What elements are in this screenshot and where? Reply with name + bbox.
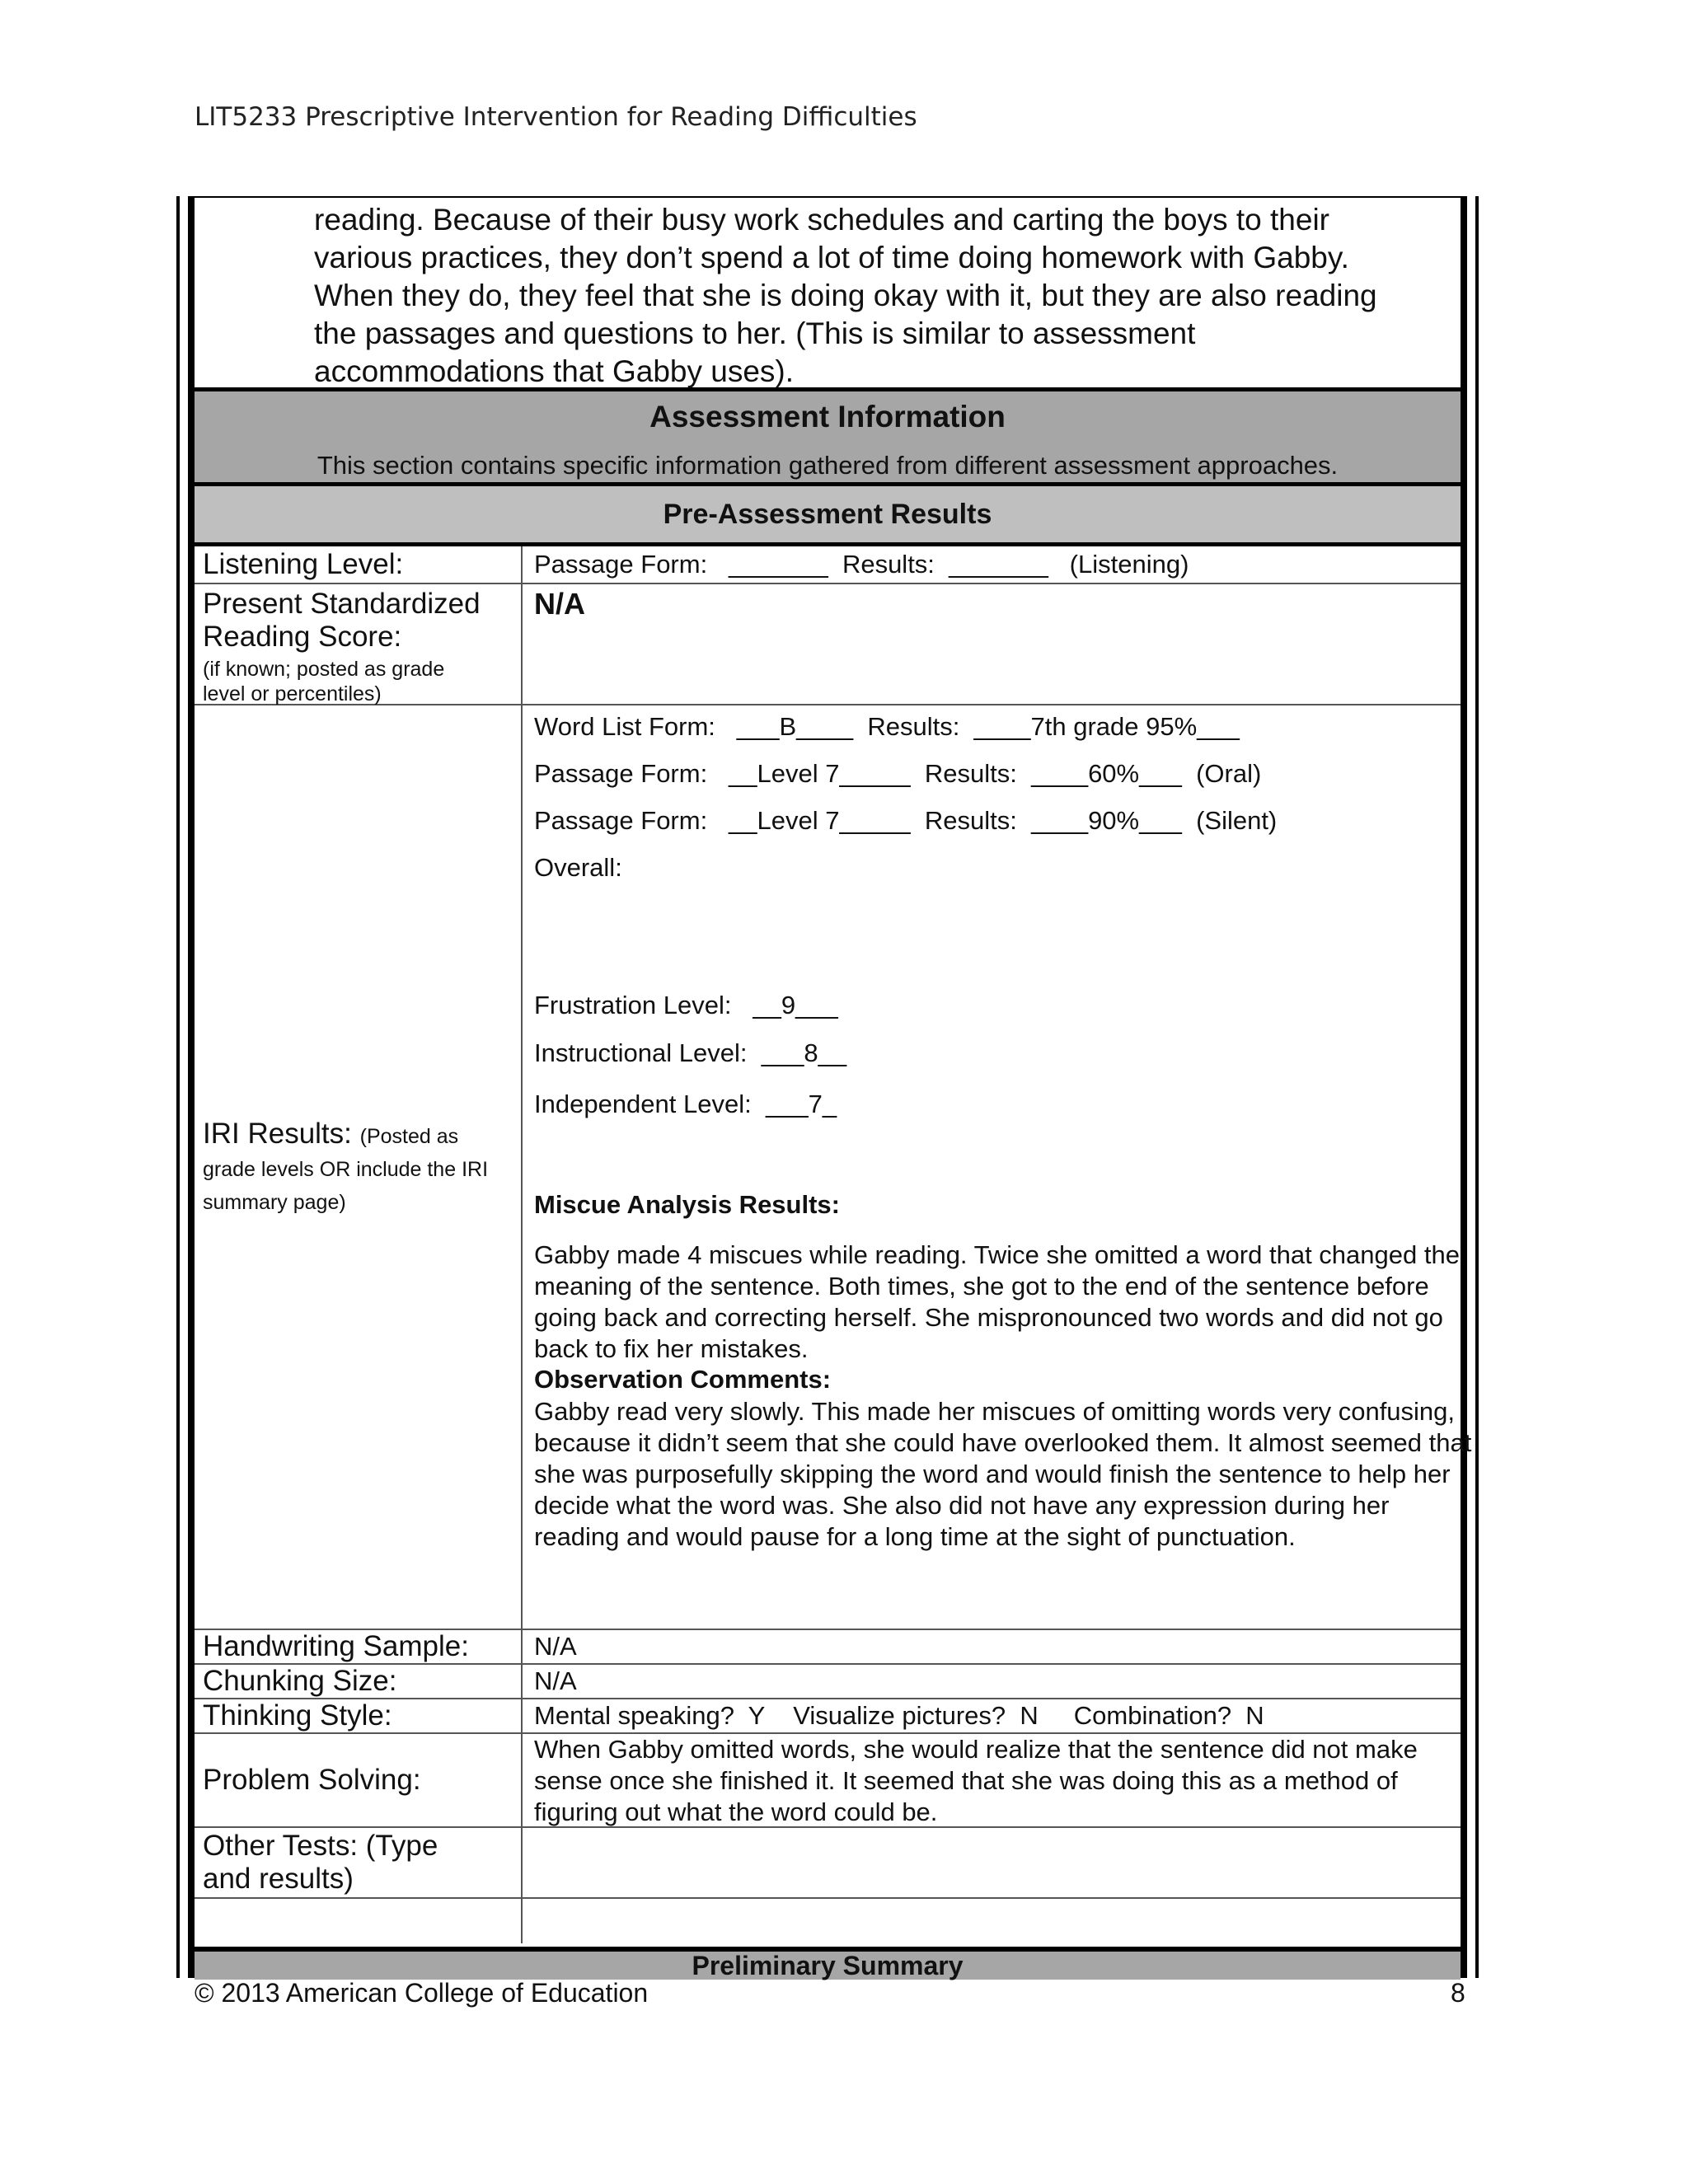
intro-paragraph xyxy=(314,201,1444,391)
column-divider xyxy=(521,705,523,1629)
standardized-note: (if known; posted as grade level or percentiles) xyxy=(203,658,445,705)
problem-value: When Gabby omitted words, she would realize that the sentence did not make sense once she finished it. It seemed that she was doing this as a method of figuring out what the word could be. xyxy=(534,1735,1418,1826)
pre-assessment-header: Pre-Assessment Results xyxy=(195,486,1461,546)
passage-oral-line: Passage Form: __Level 7_____ Results: ____60%___ (Oral) xyxy=(534,759,1262,788)
iri-row xyxy=(195,705,1472,1630)
column-divider xyxy=(521,584,523,704)
listening-row xyxy=(195,546,1461,584)
handwriting-label: Handwriting Sample: xyxy=(203,1630,469,1662)
intro-cell xyxy=(195,198,1461,391)
other-tests-row xyxy=(195,1828,1461,1899)
column-divider xyxy=(521,1899,523,1943)
iri-note: (Posted as grade levels OR include the IRI summary page) xyxy=(203,1125,489,1214)
other-tests-label: Other Tests: (Type and results) xyxy=(203,1830,438,1895)
standardized-label: Present Standardized Reading Score: xyxy=(203,588,481,653)
iri-label-block xyxy=(203,1118,499,1216)
column-divider xyxy=(521,1630,523,1663)
standardized-row xyxy=(195,584,1461,705)
running-header: LIT5233 Prescriptive Intervention for Reading Difficulties xyxy=(195,102,917,132)
passage-silent-line: Passage Form: __Level 7_____ Results: ____90%___ (Silent) xyxy=(534,806,1278,835)
thinking-value: Mental speaking? Y Visualize pictures? N Combination? N xyxy=(534,1701,1264,1730)
section-subtitle: This section contains specific information gathered from different assessment approaches. xyxy=(316,451,1339,480)
empty-row xyxy=(195,1899,1461,1943)
chunking-value: N/A xyxy=(534,1666,577,1695)
chunking-label: Chunking Size: xyxy=(203,1665,397,1697)
form-frame xyxy=(176,196,1479,1978)
thinking-label: Thinking Style: xyxy=(203,1699,392,1732)
instructional-level: Instructional Level: ___8__ xyxy=(534,1038,847,1067)
footer-page-number: 8 xyxy=(1451,1978,1465,2008)
intro-line: accommodations that Gabby uses). xyxy=(314,354,795,388)
column-divider xyxy=(521,1828,523,1897)
column-divider xyxy=(521,1665,523,1698)
intro-line: various practices, they don’t spend a lot of time doing homework with Gabby. xyxy=(314,241,1349,274)
intro-line: reading. Because of their busy work schedules and carting the boys to their xyxy=(314,203,1329,237)
section-title: Assessment Information xyxy=(649,400,1006,434)
observation-text: Gabby read very slowly. This made her miscues of omitting words very confusing, because it didn’t seem that she could have overlooked them. It almost seemed that she was purposefully skipping the word and would finish the sentence to help her decide what the word was. She also did not have any expression during her reading and would pause for a long time at the sight of punctuation. xyxy=(534,1397,1472,1551)
word-list-line: Word List Form: ___B____ Results: ____7th grade 95%___ xyxy=(534,712,1240,741)
problem-row xyxy=(195,1734,1461,1828)
handwriting-row xyxy=(195,1630,1461,1665)
column-divider xyxy=(521,546,523,583)
miscue-title: Miscue Analysis Results: xyxy=(534,1190,840,1219)
problem-label: Problem Solving: xyxy=(203,1764,421,1796)
form-table xyxy=(188,196,1472,1980)
column-divider xyxy=(521,1699,523,1732)
footer-copyright: © 2013 American College of Education xyxy=(195,1978,649,2008)
miscue-text: Gabby made 4 miscues while reading. Twice she omitted a word that changed the meaning of the sentence. Both times, she got to the end of the sentence before going back and correcting herself. She mispronounced two words and did not go back to fix her mistakes. xyxy=(534,1240,1460,1363)
listening-label: Listening Level: xyxy=(203,548,404,580)
overall-line: Overall: xyxy=(534,853,622,882)
chunking-row xyxy=(195,1665,1461,1699)
column-divider xyxy=(521,1734,523,1826)
listening-value: Passage Form: _______ Results: _______ (Listening) xyxy=(534,550,1189,579)
frustration-level: Frustration Level: __9___ xyxy=(534,991,838,1019)
thinking-row xyxy=(195,1699,1461,1734)
independent-level: Independent Level: ___7_ xyxy=(534,1090,837,1118)
intro-line: When they do, they feel that she is doing okay with it, but they are also reading xyxy=(314,279,1377,312)
handwriting-value: N/A xyxy=(534,1632,577,1661)
standardized-value: N/A xyxy=(534,587,585,621)
intro-line: the passages and questions to her. (This is similar to assessment xyxy=(314,316,1196,350)
assessment-header xyxy=(195,391,1461,486)
preliminary-summary-header: Preliminary Summary xyxy=(195,1947,1461,1980)
iri-label: IRI Results: xyxy=(203,1118,352,1150)
observation-title: Observation Comments: xyxy=(534,1365,832,1394)
